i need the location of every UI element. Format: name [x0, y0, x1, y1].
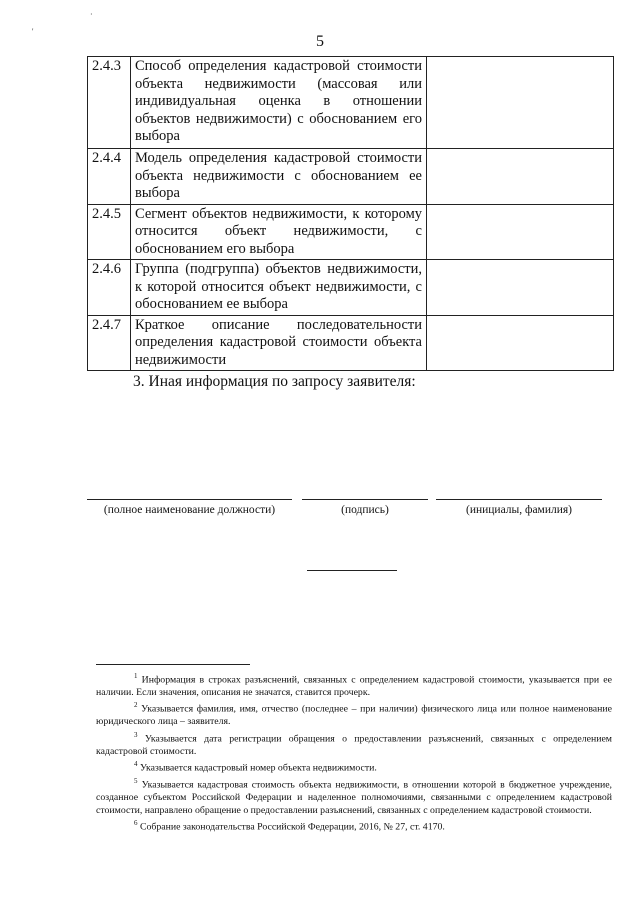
divider-line: [307, 570, 397, 571]
scan-speck: ': [32, 27, 34, 36]
footnote-separator: [96, 664, 250, 665]
row-number: 2.4.7: [88, 315, 131, 371]
footnote: $^6$ Собрание законодательства Российской Федерации, 2016, № 27, ст. 4170.: [134, 819, 445, 833]
row-number: 2.4.3: [88, 57, 131, 149]
row-description: Способ определения кадастровой стоимости объекта недвижимости (массовая или индивидуальная оценка в отношении объектов недвижимости) с обоснованием его выбора: [131, 57, 427, 149]
row-value: [427, 315, 614, 371]
position-line: [87, 499, 292, 500]
row-value: [427, 149, 614, 205]
row-description: Модель определения кадастровой стоимости объекта недвижимости с обоснованием ее выбора: [131, 149, 427, 205]
table-row: [88, 315, 614, 371]
position-caption: (полное наименование должности): [103, 504, 276, 516]
section-3-heading: 3. Иная информация по запросу заявителя:: [133, 373, 416, 390]
row-value: [427, 204, 614, 260]
row-value: [427, 260, 614, 316]
signature-line: [302, 499, 428, 500]
row-description: Сегмент объектов недвижимости, к которому относится объект недвижимости, с обоснованием его выбора: [131, 204, 427, 260]
footnote: $^1$ Информация в строках разъяснений, связанных с определением кадастровой стоимости, указывается при ее наличии. Если значения, описания не значатся, ставится прочерк.: [96, 672, 612, 698]
footnote: $^2$ Указывается фамилия, имя, отчество (последнее – при наличии) физического лица или полное наименование юридического лица – заявителя.: [96, 701, 612, 728]
footnote: $^3$ Указывается дата регистрации обращения о предоставлении разъяснений, связанных с определением кадастровой стоимости.: [96, 730, 613, 757]
cadastral-info-table: [87, 56, 614, 371]
table-row: [88, 204, 614, 260]
row-number: 2.4.4: [88, 149, 131, 205]
footnote: $^5$ Указывается кадастровая стоимость объекта недвижимости, в отношении которой в бюджетное учреждение, созданное субъектом Российской Федерации и наделенное полномочиями, связанными с определением кадастровой стоимости, направлено обращение о предоставлении разъяснений, связанных с определением кадастровой стоимости.: [96, 777, 613, 816]
name-caption: (инициалы, фамилия): [465, 504, 573, 516]
name-line: [436, 499, 602, 500]
signature-caption: (подпись): [341, 504, 389, 516]
row-description: Группа (подгруппа) объектов недвижимости, к которой относится объект недвижимости, с обоснованием ее выбора: [131, 260, 427, 316]
table-row: [88, 149, 614, 205]
footnotes: [96, 670, 612, 834]
footnote: $^4$ Указывается кадастровый номер объекта недвижимости.: [134, 760, 377, 774]
scan-speck: ·: [90, 10, 93, 19]
row-number: 2.4.6: [88, 260, 131, 316]
table-row: [88, 260, 614, 316]
table-row: [88, 57, 614, 149]
row-description: Краткое описание последовательности определения кадастровой стоимости объекта недвижимости: [131, 315, 427, 371]
page-number: 5: [316, 33, 324, 50]
row-number: 2.4.5: [88, 204, 131, 260]
row-value: [427, 57, 614, 149]
